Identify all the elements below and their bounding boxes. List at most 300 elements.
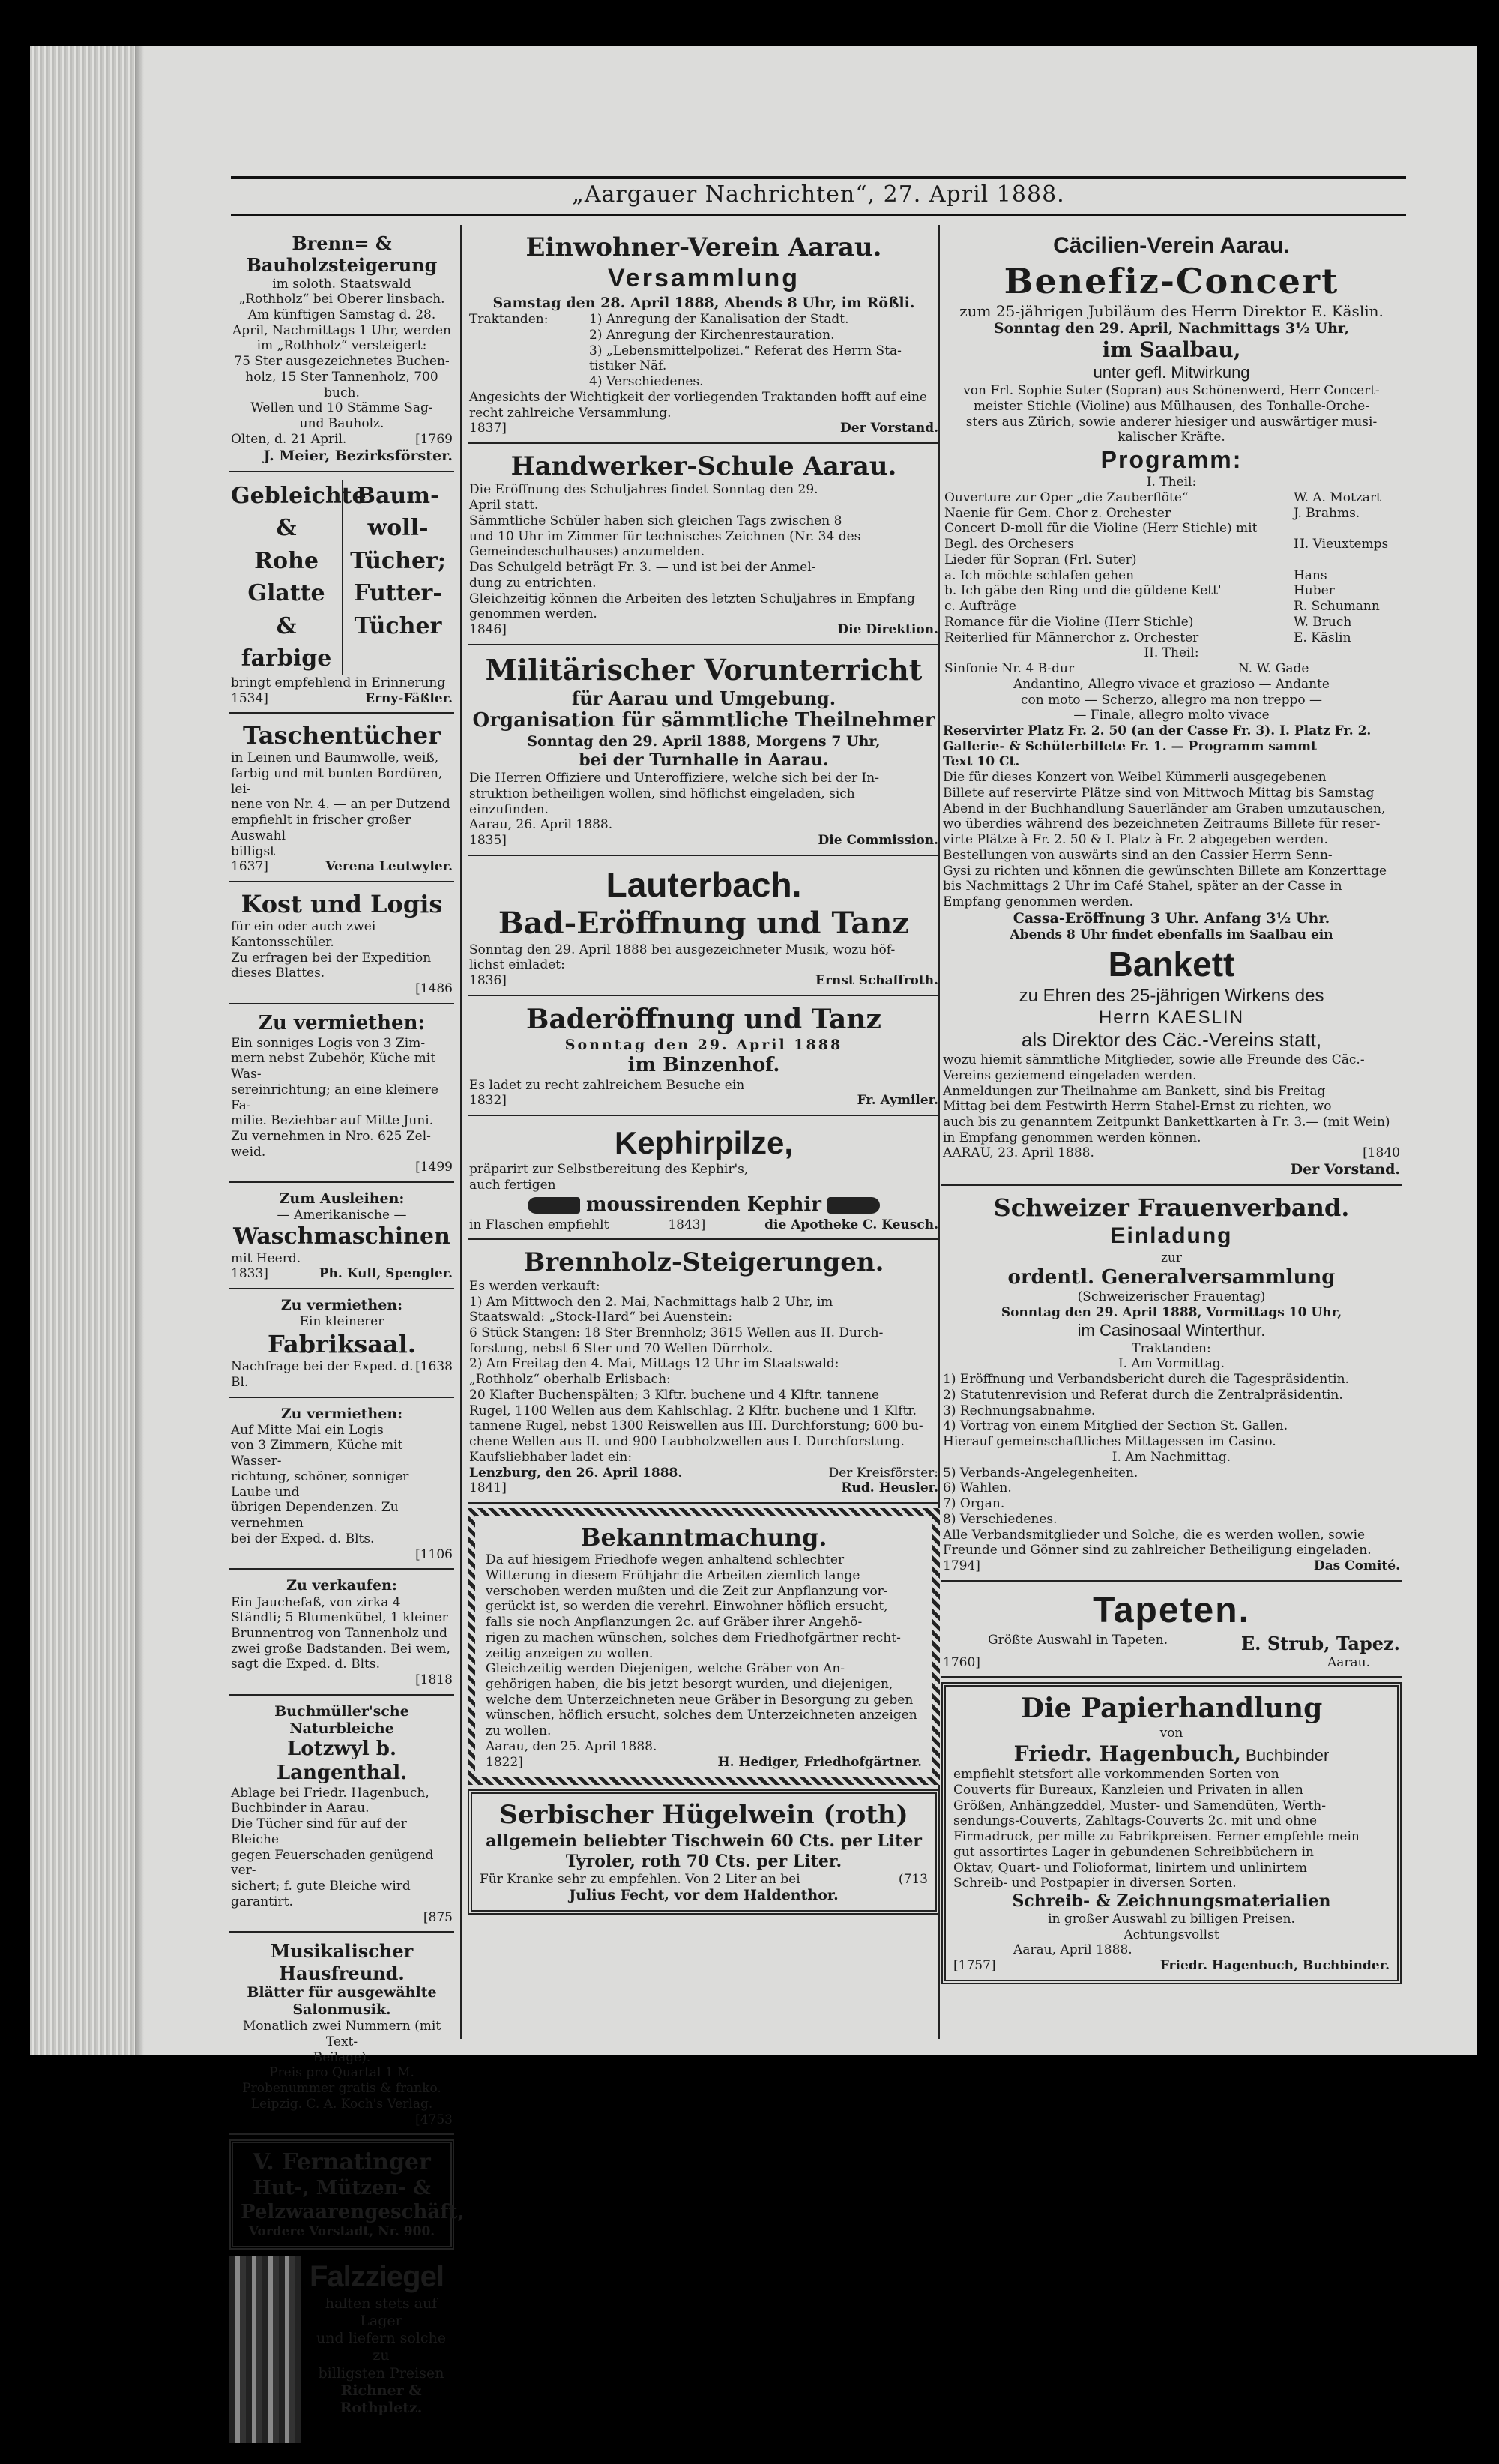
ad-serbischer-wein (468, 1789, 940, 1915)
text-line: verschoben werden mußten und die Zeit zur Anpflanzung vor- (486, 1583, 888, 1599)
ad-text: mit Heerd. (231, 1250, 301, 1266)
ad-falzziegel (229, 2256, 454, 2460)
bankett-title: Bankett (1108, 944, 1235, 984)
text-line: und Bauholz. (299, 416, 384, 432)
ad-text (469, 1279, 938, 1466)
text-line: milie. Beziehbar auf Mitte Juni. (231, 1113, 434, 1129)
ad-trade: Buchbinder (1246, 1745, 1330, 1765)
bankett-details (943, 1052, 1400, 1145)
concert-where: im Saalbau, (1102, 337, 1241, 363)
ad-subtitle: Lotzwyl b. Langenthal. (276, 1738, 408, 1784)
ad-footer (469, 1217, 938, 1233)
ad-number: 1637] (231, 859, 268, 875)
traktandum: 5) Verbands-Angelegenheiten. (943, 1465, 1138, 1480)
ad-footer (469, 421, 938, 436)
ad-title: Zum Ausleihen: (279, 1190, 405, 1208)
text-line: dung zu entrichten. (469, 575, 597, 591)
ad-when: Sonntag den 29. April 1888, Vormittags 10 Uhr, (1001, 1305, 1342, 1321)
ad-title: Handwerker-Schule Aarau. (510, 451, 897, 481)
ad-title: Schweizer Frauenverband. (993, 1193, 1350, 1223)
text-line: Staatswald: „Stock-Hard“ bei Auenstein: (469, 1310, 733, 1325)
text-line: zu wollen. (486, 1723, 552, 1739)
pointing-hand-icon (528, 1197, 580, 1214)
text-line: Größen, Anhängzeddel, Muster- und Samendüten, Werth- (953, 1798, 1326, 1813)
ad-kephir (468, 1121, 940, 1240)
tuecher-word: farbige (241, 645, 332, 672)
text-line: Ablage bei Friedr. Hagenbuch, (231, 1785, 429, 1801)
text-line: Wellen und 10 Stämme Sag- (250, 400, 433, 416)
text-line: Die Herren Offiziere und Unteroffiziere, welche sich bei der In- (469, 771, 879, 786)
ad-subtitle: Blätter für ausgewählte Salonmusik. (247, 1983, 437, 2019)
ad-signature-title: Der Kreisförster: (828, 1465, 938, 1480)
ad-text (231, 750, 453, 859)
ad-militaer (468, 650, 940, 856)
ad-date: Aarau, den 25. April 1888. (486, 1738, 657, 1754)
text-line: Bestellungen von auswärts sind an den Cassier Herrn Senn- (943, 847, 1333, 863)
pointing-hand-icon (827, 1197, 880, 1214)
ad-title: Tapeten. (1093, 1590, 1250, 1630)
traktanden-list (943, 1466, 1400, 1528)
tuecher-block (231, 480, 453, 675)
ad-einwohner-verein (468, 229, 940, 444)
ad-address: Vordere Vorstadt, Nr. 900. (248, 2224, 435, 2240)
text-line: sereinrichtung; an eine kleinere Fa- (231, 1082, 438, 1113)
program-piece: Lieder für Sopran (Frl. Suter) (944, 552, 1137, 567)
text-line: 20 Klafter Buchenspälten; 3 Klftr. buchene und 4 Klftr. tannene (469, 1387, 880, 1403)
tuecher-word: Tücher (354, 612, 442, 639)
ad-title: Zu verkaufen: (286, 1577, 397, 1594)
text-line: gegen Feuerschaden genügend ver- (231, 1847, 434, 1879)
text-line: Monatlich zwei Nummern (mit Text- (242, 2019, 441, 2049)
text-line: weid. (231, 1144, 266, 1160)
program-piece: Sinfonie Nr. 4 B-dur (944, 661, 1075, 677)
program-item (943, 630, 1400, 646)
text-line: für ein oder auch zwei Kantonsschüler. (231, 919, 376, 950)
ad-number: [1757] (953, 1958, 996, 1973)
ad-title: Brenn= & Bauholzsteigerung (246, 232, 438, 277)
program-title: Programm: (1100, 446, 1243, 474)
text-line: Die Eröffnung des Schuljahres findet Sonntag den 29. (469, 482, 818, 498)
program-piece: Concert D-moll für die Violine (Herr Stichle) mit (944, 521, 1258, 537)
ad-when: Sonntag den 29. April 1888 (564, 1036, 843, 1053)
ad-where: im Binzenhof. (627, 1054, 780, 1076)
ad-number: [1818 (415, 1672, 453, 1688)
ad-signature: Ph. Kull, Spengler. (319, 1266, 453, 1282)
text-line: in Leinen und Baumwolle, weiß, (231, 750, 439, 766)
ad-text: Achtungsvollst (1124, 1927, 1219, 1942)
text-line: im „Rothholz“ versteigert: (256, 338, 427, 354)
ad-title: Serbischer Hügelwein (roth) (499, 1800, 908, 1831)
text-line: 75 Ster ausgezeichnetes Buchen- (234, 354, 450, 370)
traktandum: tistiker Näf. (589, 358, 667, 374)
text-line: 2) Am Freitag den 4. Mai, Mittags 12 Uhr im Staatswald: (469, 1356, 839, 1372)
cassa-info: Cassa-Eröffnung 3 Uhr. Anfang 3½ Uhr. (1013, 909, 1330, 927)
ad-hausfreund (229, 1937, 454, 2135)
ad-subtitle: Versammlung (608, 264, 800, 293)
ad-number: [1106 (415, 1546, 453, 1562)
ad-number: 1832] (469, 1093, 507, 1109)
ad-title: Taschentücher (243, 721, 441, 750)
concert-occasion: zum 25-jährigen Jubiläum des Herrn Direktor E. Käslin. (959, 301, 1384, 320)
text-line: holz, 15 Ster Tannenholz, 700 buch. (245, 369, 438, 400)
program-piece: a. Ich möchte schlafen gehen (944, 567, 1135, 583)
traktandum: Hierauf gemeinschaftliches Mittagessen im Casino. (943, 1434, 1276, 1450)
program-composer: E. Käslin (1293, 630, 1351, 645)
ad-headline: moussirenden Kephir (586, 1193, 821, 1216)
text-line: billigst (231, 843, 276, 859)
text-line: Probenummer gratis & franko. (242, 2081, 441, 2097)
ticket-prices (943, 723, 1400, 770)
text-line: Beilage). (313, 2049, 371, 2065)
text-line: Da auf hiesigem Friedhofe wegen anhaltend schlechter (486, 1552, 845, 1568)
ad-headline: Organisation für sämmtliche Theilnehmer (472, 709, 935, 732)
ad-footer (469, 1093, 938, 1109)
text-line: Gleichzeitig können die Arbeiten des letzten Schuljahres in Empfang (469, 591, 915, 606)
ad-waschmaschinen (229, 1187, 454, 1289)
program-composer: W. A. Motzart (1293, 490, 1381, 505)
text-line: zeitig anzeigen zu wollen. (486, 1645, 654, 1661)
text-line: Preis pro Quartal 1 M. (269, 2065, 414, 2081)
ad-signature: Verena Leutwyler. (325, 859, 453, 875)
ad-signature: E. Strub, Tapez. (1240, 1633, 1400, 1655)
text-line: 1) Am Mittwoch den 2. Mai, Nachmittags halb 2 Uhr, im (469, 1294, 833, 1310)
ad-fernatinger (229, 2139, 465, 2250)
text-line: sendungs-Couverts, Zahltags-Couverts 2c. mit und ohne (953, 1813, 1318, 1829)
text-line: con moto — Scherzo, allegro ma non treppo — (1021, 692, 1322, 708)
program-item (943, 583, 1400, 599)
text-line: Oktav, Quart- und Folioformat, linirtem und unlinirtem (953, 1860, 1307, 1876)
traktandum: 3) „Lebensmittelpolizei.“ Referat des Herrn Sta- (589, 343, 902, 358)
ad-title: Kost und Logis (241, 890, 443, 919)
text-line: falls sie noch Anpflanzungen 2c. auf Gräber ihrer Angehö- (486, 1615, 863, 1630)
ad-title: Falzziegel (310, 2260, 444, 2294)
ad-number: 1846] (469, 622, 507, 638)
bankett-text: als Direktor des Cäc.-Vereins statt, (1021, 1028, 1322, 1052)
bankett-text: zu Ehren des 25-jährigen Wirkens des (1019, 985, 1324, 1006)
ad-title: V. Fernatinger (253, 2149, 431, 2176)
text-line: Zu erfragen bei der Expedition (231, 950, 432, 966)
traktanden-list (943, 1372, 1400, 1450)
text-line: welche dem Unterzeichneten neue Gräber in Besorgung zu geben (486, 1692, 914, 1708)
ad-title: Buchmüller'sche Naturbleiche (274, 1702, 409, 1738)
text-line: Buchbinder in Aarau. (231, 1801, 370, 1816)
text-line: 6 Stück Stangen: 18 Ster Brennholz; 3615 Wellen aus II. Durch- (469, 1325, 884, 1341)
ad-text (231, 1423, 453, 1547)
ad-number: [1638 (415, 1359, 453, 1375)
text-line: Ständli; 5 Blumenkübel, 1 kleiner (231, 1610, 448, 1626)
ad-subtitle: — Amerikanische — (277, 1208, 407, 1223)
ad-footer (469, 1480, 938, 1496)
ad-text: Tyroler, roth 70 Cts. per Liter. (565, 1851, 842, 1871)
text-line: bis Nachmittags 2 Uhr im Café Stahel, später an der Casse in (943, 879, 1342, 894)
bankett-text: Herrn KAESLIN (1098, 1007, 1245, 1028)
program-composer (1292, 521, 1400, 537)
ad-lauterbach (468, 861, 940, 996)
column-divider (460, 225, 462, 2039)
ad-footer (943, 1633, 1400, 1654)
ad-naturbleiche (229, 1700, 454, 1933)
ad-vermiethen-logis (229, 1009, 454, 1183)
column-middle (468, 229, 940, 1921)
ad-text: bringt empfehlend in Erinnerung (231, 675, 446, 690)
ad-subtitle: für Aarau und Umgebung. (571, 687, 836, 710)
text-line: Vereins geziemend eingeladen werden. (943, 1067, 1197, 1083)
ad-footer (231, 1266, 453, 1282)
text-line: Sonntag den 29. April 1888 bei ausgezeichneter Musik, wozu höf- (469, 942, 896, 957)
text-line: struktion betheiligen wollen, sind höflichst eingeladen, sich einzufinden. (469, 786, 855, 817)
ad-text (231, 277, 453, 432)
ad-text: in Flaschen empfiehlt (469, 1217, 609, 1232)
ad-footer (943, 1655, 1400, 1671)
ad-number: 1822] (486, 1754, 523, 1770)
ad-text (231, 2019, 453, 2112)
ad-date: AARAU, 23. April 1888. (943, 1145, 1094, 1161)
ad-text: zur (1160, 1250, 1183, 1265)
program-item (943, 506, 1400, 522)
program-part-1: I. Theil: (1146, 475, 1197, 490)
traktandum: 4) Verschiedenes. (589, 374, 704, 390)
ad-footer (469, 833, 938, 849)
text-line: Es werden verkauft: (469, 1278, 600, 1294)
ad-text: I. Am Vormittag. (1118, 1356, 1225, 1372)
text-line: zwei große Badstanden. Bei wem, (231, 1641, 450, 1657)
ad-date: Aarau, 26. April 1888. (469, 817, 613, 833)
roof-tile-image (229, 2256, 301, 2443)
ad-footer (469, 622, 938, 638)
text-line: Pelzwaarengeschäft, (241, 2200, 465, 2223)
text-line: empfiehlt stetsfort alle vorkommenden Sorten von (953, 1767, 1279, 1783)
ad-text: allgemein beliebter Tischwein 60 Cts. per Liter (486, 1831, 922, 1851)
text-line: bei der Exped. d. Blts. (231, 1531, 375, 1546)
tuecher-word: Glatte (247, 580, 325, 607)
column-right (941, 229, 1402, 1990)
text-line: Billete auf reservirte Plätze sind von Mittwoch Mittag bis Samstag (943, 785, 1375, 801)
text-line: Text 10 Ct. (943, 754, 1020, 770)
ad-signature: Friedr. Hagenbuch, Buchbinder. (1159, 1958, 1390, 1973)
ad-title: Bekanntmachung. (580, 1523, 827, 1552)
ad-number: 1837] (469, 421, 507, 436)
traktandum: 7) Organ. (943, 1496, 1005, 1512)
ad-date: Aarau, April 1888. (1013, 1942, 1132, 1958)
concert-with: unter gefl. Mitwirkung (1093, 363, 1250, 382)
ad-number: [1499 (415, 1160, 453, 1175)
text-line: Abend in der Buchhandlung Sauerländer am Graben umzutauschen, (943, 801, 1386, 816)
ad-text (486, 1552, 922, 1739)
ad-title: Lauterbach. (606, 864, 802, 904)
text-line: gehörigen haben, die bis jetzt besorgt wurden, und diejenigen, (486, 1677, 893, 1692)
text-line: Das Schulgeld beträgt Fr. 3. — und ist bei der Anmel- (469, 560, 816, 576)
traktandum: 6) Wahlen. (943, 1480, 1012, 1496)
ad-where: im Casinosaal Winterthur. (1077, 1320, 1266, 1340)
program-item (943, 552, 1400, 568)
program-piece: Romance für die Violine (Herr Stichle) (944, 614, 1194, 630)
traktandum: 3) Rechnungsabnahme. (943, 1403, 1096, 1418)
ad-text (231, 1595, 453, 1673)
ad-footer (953, 1958, 1390, 1974)
text-line: sichert; f. gute Bleiche wird garantirt. (231, 1879, 411, 1909)
tuecher-word: & (276, 515, 297, 542)
evening-info: Abends 8 Uhr findet ebenfalls im Saalbau ein (1010, 927, 1333, 942)
ad-footer (231, 432, 453, 448)
ad-text: Nachfrage bei der Exped. d. Bl. (231, 1359, 414, 1390)
text-line: virte Plätze à Fr. 2. 50 & I. Platz à Fr. 2 abgegeben werden. (943, 832, 1328, 848)
ad-number: (713 (898, 1871, 928, 1887)
text-line: tannene Rugel, nebst 1300 Reiswellen aus III. Durchforstung; 600 bu- (469, 1418, 923, 1434)
text-line: genommen werden. (469, 606, 597, 622)
ad-footer (231, 859, 453, 875)
traktandum: 2) Anregung der Kirchenrestauration. (589, 327, 835, 343)
text-line: Empfang genommen werden. (943, 894, 1133, 910)
program-composer: J. Brahms. (1293, 505, 1360, 521)
ad-title: Brennholz-Steigerungen. (523, 1247, 884, 1278)
program-composer: N. W. Gade (1237, 661, 1309, 677)
column-left (229, 229, 465, 2464)
ad-fabriksaal (229, 1294, 454, 1397)
text-line: chene Wellen aus II. und 900 Laubholzwellen aus I. Durchforstung. (469, 1434, 905, 1450)
program-item (943, 615, 1400, 630)
concert-when: Sonntag den 29. April, Nachmittags 3½ Uhr, (993, 320, 1350, 337)
ad-text (469, 942, 938, 973)
program-piece: b. Ich gäbe den Ring und die güldene Kett' (944, 583, 1222, 599)
ad-signature: Das Comité. (1313, 1558, 1400, 1574)
ad-text: I. Am Nachmittag. (1112, 1449, 1231, 1465)
ad-number: [1769 (415, 431, 453, 447)
text-line: Zu vernehmen in Nro. 625 Zel- (231, 1128, 431, 1144)
program-composer: Huber (1293, 583, 1335, 599)
ad-number: 1835] (469, 833, 507, 849)
ad-text (310, 2295, 453, 2382)
tuecher-word: & (276, 612, 297, 639)
ad-signature: Julius Fecht, vor dem Haldenthor. (569, 1887, 839, 1904)
text-line: gut assortirtes Lager in gebundenen Schreibbüchern in (953, 1844, 1314, 1860)
program-table (943, 661, 1400, 677)
text-line: Auf Mitte Mai ein Logis (231, 1422, 384, 1438)
tuecher-word: Baum- (356, 482, 440, 509)
ad-handwerker-schule (468, 448, 940, 645)
traktandum: 4) Vortrag von einem Mitglied der Section St. Gallen. (943, 1418, 1288, 1434)
ad-number: 1794] (943, 1558, 980, 1574)
text-line: Reservirter Platz Fr. 2. 50 (an der Casse Fr. 3). I. Platz Fr. 2. (943, 723, 1372, 738)
ad-text: Größte Auswahl in Tapeten. (988, 1633, 1168, 1648)
text-line: dieses Blattes. (231, 966, 325, 981)
ad-note: Angesichts der Wichtigkeit der vorliegenden Traktanden hofft auf eine recht zahlreiche Versammlung. (469, 389, 927, 421)
text-line: übrigen Dependenzen. Zu vernehmen (231, 1500, 399, 1531)
text-line: von Frl. Sophie Suter (Sopran) aus Schönenwerd, Herr Concert- (963, 383, 1380, 399)
tuecher-word: Futter- (354, 580, 442, 607)
program-movements (943, 677, 1400, 723)
text-line: April, Nachmittags 1 Uhr, werden (232, 322, 451, 338)
tuecher-right (342, 480, 453, 675)
tuecher-word: Gebleichte (231, 482, 367, 509)
text-line: farbig und mit bunten Bordüren, lei- (231, 766, 443, 797)
ad-title: Baderöffnung und Tanz (526, 1003, 881, 1035)
text-line: Mittag bei dem Festwirth Herrn Stahel-Ernst zu richten, wo (943, 1099, 1332, 1115)
text-line: Andantino, Allegro vivace et grazioso — Andante (1013, 676, 1330, 692)
text-line: Die Tücher sind für auf der Bleiche (231, 1816, 407, 1847)
ad-title: Einwohner-Verein Aarau. (525, 232, 882, 262)
traktandum: 1) Eröffnung und Verbandsbericht durch die Tagespräsidentin. (943, 1372, 1349, 1388)
tuecher-word: woll- (367, 515, 429, 542)
ad-number: 1760] (943, 1654, 980, 1670)
text-line: in Empfang genommen werden können. (943, 1130, 1201, 1145)
ad-title: Die Papierhandlung (1020, 1693, 1323, 1725)
ad-footer (480, 1872, 928, 1888)
text-line: Gemeindeschulhauses) anzumelden. (469, 544, 705, 560)
text-line: mern nebst Zubehör, Küche mit Was- (231, 1051, 436, 1082)
ad-text (469, 482, 938, 622)
text-line: nene von Nr. 4. — an per Dutzend (231, 797, 450, 813)
ad-signature: Der Vorstand. (1290, 1161, 1400, 1178)
ad-brennholz (229, 229, 454, 472)
ad-number: [875 (423, 1909, 453, 1925)
ad-text (953, 1767, 1390, 1891)
program-composer: Hans (1293, 567, 1327, 583)
ad-headline (953, 1741, 1390, 1767)
ad-text: Für Kranke sehr zu empfehlen. Von 2 Liter an bei (480, 1871, 800, 1887)
ad-signature: H. Hediger, Friedhofgärtner. (717, 1754, 922, 1770)
program-table (943, 490, 1400, 645)
program-item (943, 490, 1400, 506)
ad-when: Samstag den 28. April 1888, Abends 8 Uhr, im Rößli. (492, 294, 915, 311)
program-piece: Reiterlied für Männerchor z. Orchester (944, 630, 1199, 645)
ad-footer (469, 1466, 938, 1481)
text-line: Am künftigen Samstag d. 28. (247, 307, 436, 322)
ad-kost-logis (229, 887, 454, 1004)
ad-date: Olten, d. 21 April. (231, 431, 347, 447)
program-item (943, 568, 1400, 584)
program-composer: W. Bruch (1293, 614, 1352, 630)
text-line: Ein sonniges Logis von 3 Zim- (231, 1035, 426, 1051)
tuecher-word: Rohe (254, 547, 319, 574)
text-line: Couverts für Bureaux, Kanzleien und Privaten in allen (953, 1782, 1303, 1798)
binding-shadow (135, 46, 144, 2055)
ad-text (231, 1036, 453, 1160)
ad-text: (Schweizerischer Frauentag) (1077, 1289, 1266, 1305)
text-line: forstung, nebst 6 Ster und 70 Wellen Dürrholz. (469, 1340, 773, 1356)
text-line: auch fertigen (469, 1178, 556, 1193)
page-header: „Aargauer Nachrichten“, 27. April 1888. (572, 181, 1065, 208)
text-line: wünschen, höflich ersucht, solches dem Unterzeichneten anzeigen (486, 1708, 917, 1723)
ad-signature: Rud. Heusler. (841, 1480, 938, 1496)
page-binding-edge (30, 46, 135, 2055)
traktanden (469, 312, 938, 390)
text-line: sagt die Exped. d. Blts. (231, 1657, 380, 1672)
text-line: Brunnentrog von Tannenholz und (231, 1625, 447, 1641)
ad-note: Alle Verbandsmitglieder und Solche, die es werden wollen, sowie Freunde und Gönner sind zu zahlreicher Betheiligung eingeladen. (943, 1527, 1372, 1558)
text-line: Kaufsliebhaber ladet ein: (469, 1449, 633, 1465)
text-line: Ein Jauchefaß, von zirka 4 (231, 1594, 401, 1610)
text-line: Schreib- und Postpapier in diversen Sorten. (953, 1876, 1237, 1891)
ad-subtitle: Einladung (1110, 1223, 1233, 1249)
ad-number: 1534] (231, 690, 268, 706)
ad-bekanntmachung (468, 1508, 940, 1785)
ad-papierhandlung (941, 1682, 1402, 1983)
text-line: Leipzig. C. A. Koch's Verlag. (250, 2096, 433, 2112)
text-line: „Rothholz“ oberhalb Erlisbach: (469, 1372, 671, 1388)
program-item (943, 599, 1400, 615)
traktanden-label: Traktanden: (469, 312, 549, 328)
text-line: Die für dieses Konzert von Weibel Kümmerli ausgegebenen (943, 770, 1327, 786)
ad-signature: Fr. Aymiler. (857, 1093, 938, 1109)
traktanden-list (589, 312, 902, 390)
text-line: Gysi zu richten und können die gewünschten Billete am Konzerttage (943, 863, 1387, 879)
text-line: Witterung in diesem Frühjahr die Arbeiten ziemlich lange (486, 1567, 860, 1583)
text-line: präparirt zur Selbstbereitung des Kephir's, (469, 1162, 749, 1178)
ad-footer (943, 1145, 1400, 1161)
program-piece: Begl. des Orchesers (944, 537, 1074, 552)
kephir-headline (469, 1193, 938, 1217)
ad-headline: Fabriksaal. (267, 1330, 417, 1359)
